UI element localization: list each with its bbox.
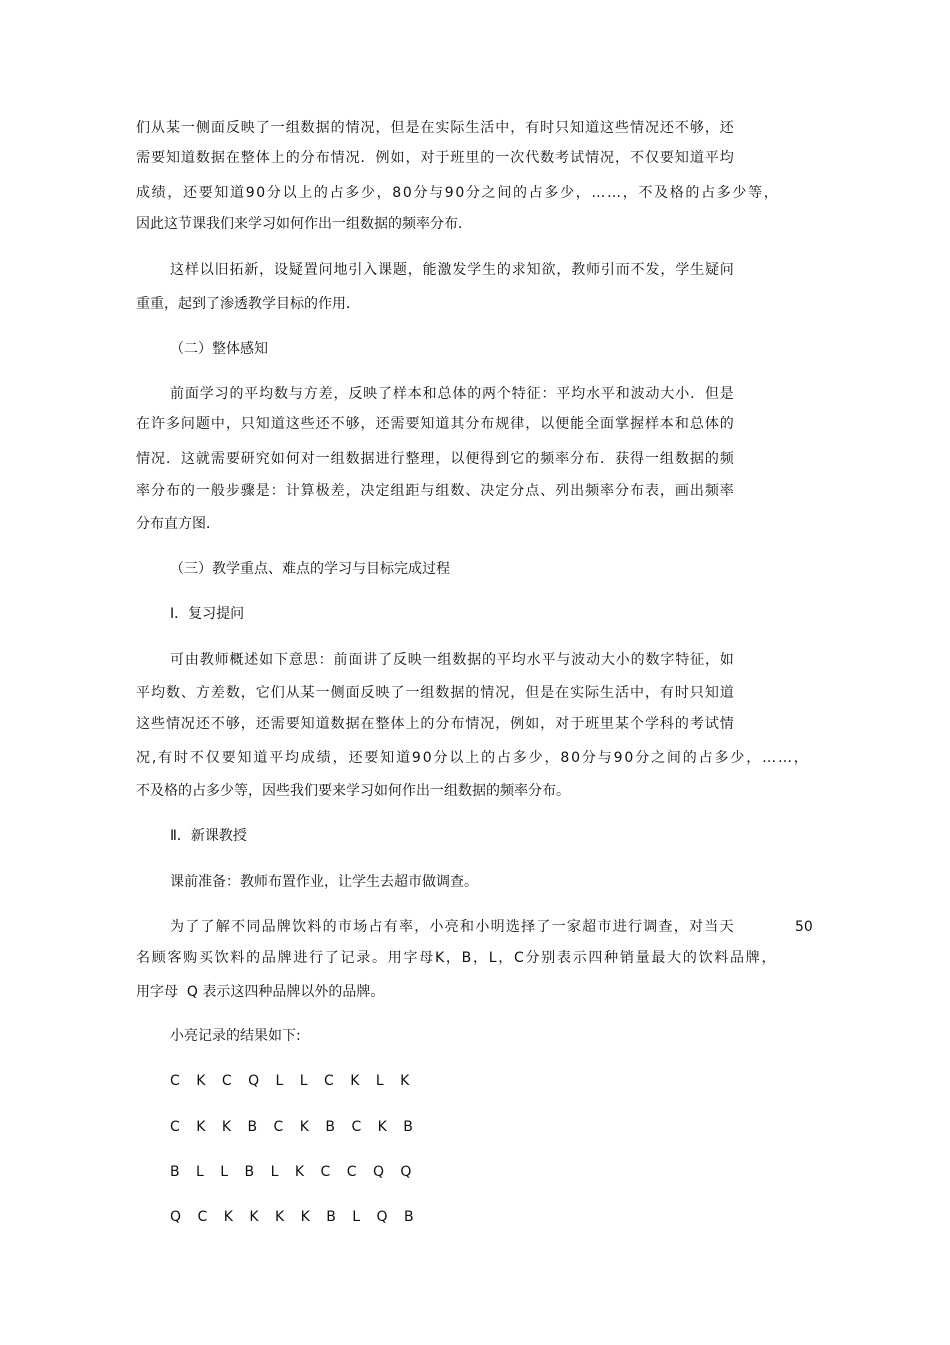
section-heading: （三）教学重点、难点的学习与目标完成过程	[170, 561, 450, 577]
paragraph-line: 为 了 了 解 不 同 品 牌 饮 料 的 市 场 占 有 率 ， 小 亮 和 小 明 选 择 了 一 家 超 市 进 行 调 查 ， 对 当 天	[170, 919, 734, 935]
paragraph-line: 50	[795, 919, 813, 935]
record-row: B L L B L K C C Q Q	[170, 1164, 418, 1180]
paragraph-line: 在 许 多 问 题 中 ， 只 知 道 这 些 还 不 够 ， 还 需 要 知 道 其 分 布 规 律 ， 以 便 能 全 面 掌 握 样 本 和 总 体 的	[136, 416, 734, 432]
paragraph-line: 课前准备：教师布置作业，让学生去超市做调查。	[170, 874, 478, 890]
section-heading: Ⅰ．复习提问	[170, 606, 245, 622]
paragraph-line: 分布直方图．	[136, 516, 220, 532]
paragraph-line: 小亮记录的结果如下:	[170, 1028, 301, 1044]
paragraph-line: 前 面 学 习 的 平 均 数 与 方 差 ， 反 映 了 样 本 和 总 体 的 两 个 特 征 ： 平 均 水 平 和 波 动 大 小 ． 但 是	[170, 386, 734, 402]
record-row: C K C Q L L C K L K	[170, 1073, 416, 1089]
record-row: C K K B C K B C K B	[170, 1119, 419, 1135]
paragraph-line: 可 由 教 师 概 述 如 下 意 思 ： 前 面 讲 了 反 映 一 组 数 据 的 平 均 水 平 与 波 动 大 小 的 数 字 特 征 ， 如	[170, 652, 734, 668]
paragraph-line: 因此这节课我们来学习如何作出一组数据的频率分布．	[136, 216, 472, 232]
paragraph-line: 名 顾 客 购 买 饮 料 的 品 牌 进 行 了 记 录 。 用 字 母 K ， B ， L ， C 分 别 表 示 四 种 销 量 最 大 的 饮 料 品 牌 ，	[136, 950, 776, 966]
section-heading: Ⅱ．新课教授	[170, 828, 247, 844]
paragraph-line: 成 绩 ， 还 要 知 道 9 0 分 以 上 的 占 多 少 ， 8 0 分 与 9 0 分 之 间 的 占 多 少 ， … … ， 不 及 格 的 占 多 少 等 ，	[136, 185, 778, 201]
paragraph-line: 需 要 知 道 数 据 在 整 体 上 的 分 布 情 况 ． 例 如 ， 对 于 班 里 的 一 次 代 数 考 试 情 况 ， 不 仅 要 知 道 平 均	[136, 150, 734, 166]
paragraph-line: 们 从 某 一 侧 面 反 映 了 一 组 数 据 的 情 况 ， 但 是 在 实 际 生 活 中 ， 有 时 只 知 道 这 些 情 况 还 不 够 ， 还	[136, 120, 734, 136]
paragraph-line: 用字母 Q 表示这四种品牌以外的品牌。	[136, 984, 385, 1000]
section-heading: （二）整体感知	[170, 341, 268, 357]
paragraph-line: 情 况 ． 这 就 需 要 研 究 如 何 对 一 组 数 据 进 行 整 理 ， 以 便 得 到 它 的 频 率 分 布 ． 获 得 一 组 数 据 的 频	[136, 451, 734, 467]
paragraph-line: 率 分 布 的 一 般 步 骤 是 ： 计 算 极 差 ， 决 定 组 距 与 组 数 、 决 定 分 点 、 列 出 频 率 分 布 表 ， 画 出 频 率	[136, 483, 734, 499]
paragraph-line: 这 些 情 况 还 不 够 ， 还 需 要 知 道 数 据 在 整 体 上 的 分 布 情 况 ， 例 如 ， 对 于 班 里 某 个 学 科 的 考 试 情	[136, 716, 734, 732]
paragraph-line: 况 , 有 时 不 仅 要 知 道 平 均 成 绩 ， 还 要 知 道 9 0 分 以 上 的 占 多 少 ， 8 0 分 与 9 0 分 之 间 的 占 多 少 ， … … ，	[136, 750, 808, 766]
paragraph-line: 不及格的占多少等，因些我们要来学习如何作出一组数据的频率分布。	[136, 783, 570, 799]
paragraph-line: 这 样 以 旧 拓 新 ， 设 疑 置 问 地 引 入 课 题 ， 能 激 发 学 生 的 求 知 欲 ， 教 师 引 而 不 发 ， 学 生 疑 问	[170, 262, 734, 278]
record-row: Q C K K K K B L Q B	[170, 1209, 420, 1225]
paragraph-line: 重重，起到了渗透教学目标的作用．	[136, 296, 360, 312]
paragraph-line: 平 均 数 、 方 差 数 ， 它 们 从 某 一 侧 面 反 映 了 一 组 数 据 的 情 况 ， 但 是 在 实 际 生 活 中 ， 有 时 只 知 道	[136, 685, 734, 701]
